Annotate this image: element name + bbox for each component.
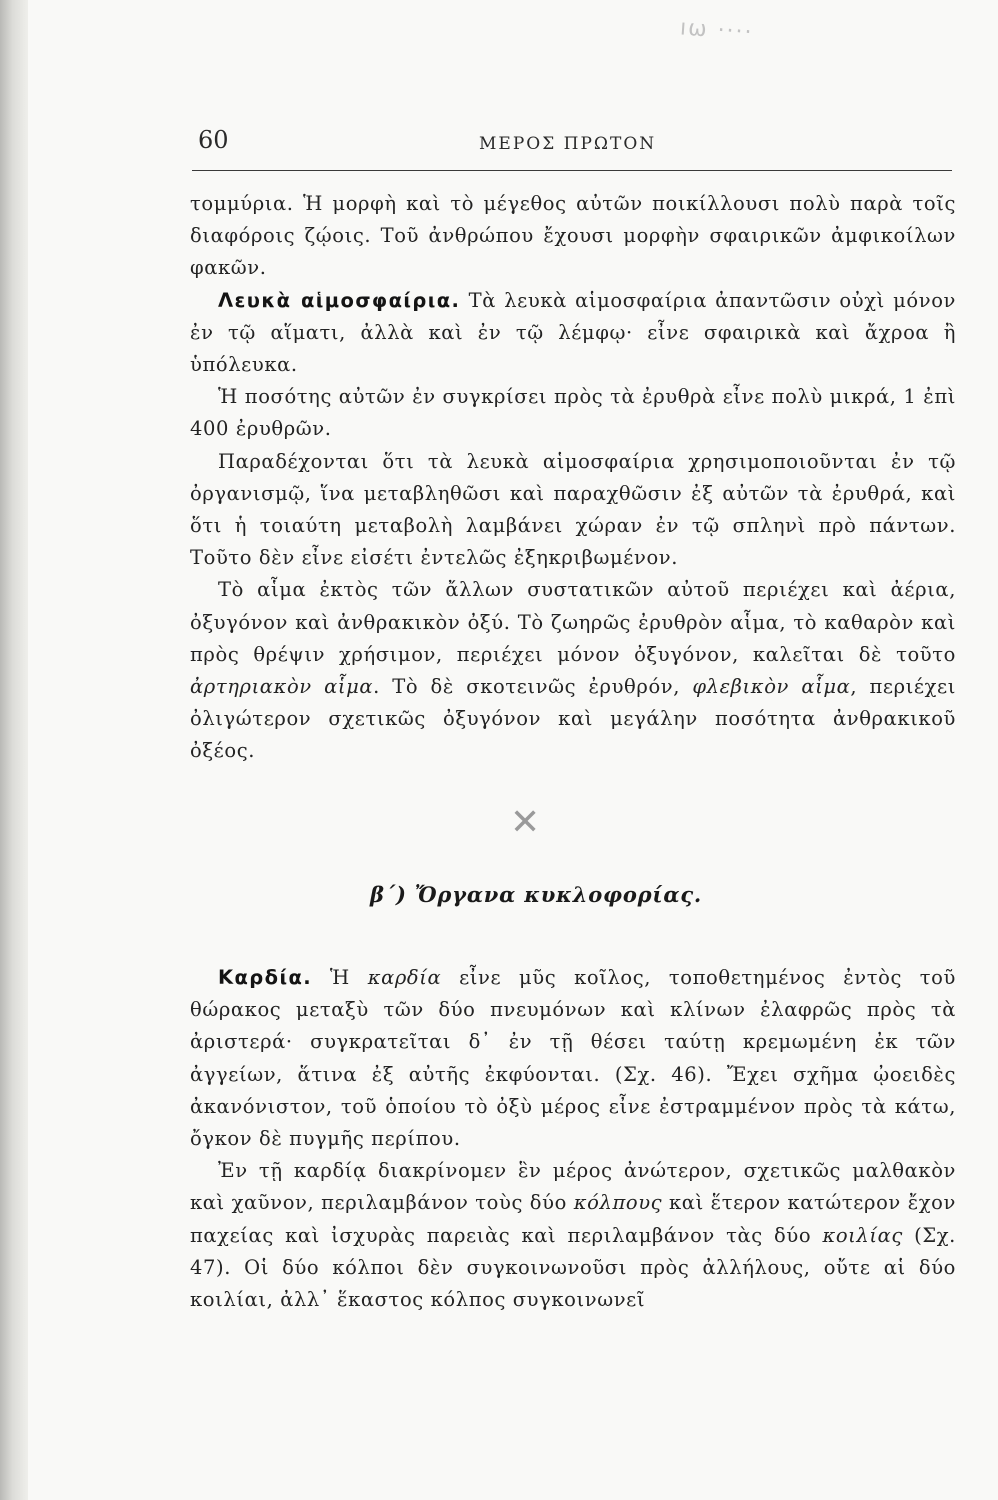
paragraph-heart [190,962,956,1155]
page-number: 60 [198,126,229,154]
paragraph-white-cells [190,285,956,382]
heading-white-cells: Λευκὰ αἱμοσφαίρια. [218,288,461,312]
header-rule [192,170,952,171]
paragraph-text: εἶνε μῦς κοῖλος, τοποθετημένος ἐντὸς τοῦ θώρακος μεταξὺ τῶν δύο πνευμόνων καὶ κλίνων ἐλαφρῶς πρὸς τὰ ἀριστερά· συγκρατεῖται δ᾽ ἐν τῇ θέσει ταύτῃ κρεμωμένη ἐκ τῶν ἀγγείων, ἅτινα ἐξ αὐτῆς ἐκφύονται. (Σχ. 46). Ἔχει σχῆμα ᾠοειδὲς ἀκανόνιστον, τοῦ ὁποίου τὸ ὀξὺ μέρος εἶνε ἐστραμμένον πρὸς τὰ κάτω, ὄγκον δὲ πυγμῆς περίπου. [190,966,956,1151]
page-header [192,120,962,170]
term-venous-blood: φλεβικὸν αἷμα [692,675,851,699]
paragraph-text: (Σχ. 47). Οἱ δύο κόλποι δὲν συγκοινωνοῦσι πρὸς ἀλλήλους, οὔτε αἱ δύο κοιλίαι, ἀλλ᾽ ἕκαστος κόλπος συγκοινωνεῖ [190,1223,956,1312]
paragraph-transformation [190,446,956,575]
paragraph-text: τομμύρια. Ἡ μορφὴ καὶ τὸ μέγεθος αὐτῶν ποικίλλουσι πολὺ παρὰ τοῖς διαφόροις ζῴοις. Τοῦ ἀνθρώπου ἔχουσι μορφὴν σφαιρικῶν ἀμφικοίλων φακῶν. [190,192,956,280]
pencil-annotation-mark: ıω ···· [679,15,755,46]
paragraph-text: . Τὸ δὲ σκοτεινῶς ἐρυθρόν, [373,675,681,699]
text-block-upper [190,188,956,768]
term-atria: κόλπους [573,1191,663,1215]
paragraph-text: καὶ ἕτερον κατώτερον ἔχον παχείας καὶ ἰσχυρὰς παρειὰς καὶ περιλαμβάνον τὰς δύο [190,1191,956,1247]
paragraph-text: Ἡ ποσότης αὐτῶν ἐν συγκρίσει πρὸς τὰ ἐρυθρὰ εἶνε πολὺ μικρά, 1 ἐπὶ 400 ἐρυθρῶν. [190,385,956,441]
paragraph-continuation [190,188,956,285]
paragraph-heart-chambers [190,1155,956,1316]
term-heart: καρδία [367,966,442,989]
paragraph-text: Τὸ αἷμα ἐκτὸς τῶν ἄλλων συστατικῶν αὐτοῦ περιέχει καὶ ἀέρια, ὀξυγόνον καὶ ἀνθρακικὸν ὀξύ. Τὸ ζωηρῶς ἐρυθρὸν αἷμα, τὸ καθαρὸν καὶ πρὸς θρέψιν χρήσιμον, περιέχει μόνον ὀξυγόνον, καλεῖται δὲ τοῦτο [190,578,956,666]
text-block-lower [190,962,956,1316]
paragraph-text: Παραδέχονται ὅτι τὰ λευκὰ αἱμοσφαίρια χρησιμοποιοῦνται ἐν τῷ ὀργανισμῷ, ἵνα μεταβληθῶσι καὶ παραχθῶσιν ἐξ αὐτῶν τὰ ἐρυθρά, καὶ ὅτι ἡ τοιαύτη μεταβολὴ λαμβάνει χώραν ἐν τῷ σπληνὶ πρὸ πάντων. Τοῦτο δὲν εἶνε εἰσέτι ἐντελῶς ἐξηκριβωμένον. [190,449,956,570]
section-title: β΄) Ὄργανα κυκλοφορίας. [370,882,703,907]
page-binding-edge [0,0,28,1500]
paragraph-ratio [190,381,956,445]
paragraph-blood-gases [190,574,956,767]
heading-heart: Καρδία. [218,966,313,989]
paragraph-text: Ἡ [329,966,350,989]
term-ventricles: κοιλίας [822,1223,903,1247]
paragraph-text: , περιέχει ὀλιγώτερον σχετικῶς ὀξυγόνον καὶ μεγάλην ποσότητα ἀνθρακικοῦ ὀξέος. [190,675,956,763]
paragraph-text: Τὰ λευκὰ αἱμοσφαίρια ἀπαντῶσιν οὐχὶ μόνον ἐν τῷ αἵματι, ἀλλὰ καὶ ἐν τῷ λέμφῳ· εἶνε σφαιρικὰ καὶ ἄχροα ἢ ὑπόλευκα. [190,288,956,377]
term-arterial-blood: ἀρτηριακὸν αἷμα [190,675,374,699]
running-title: ΜΕΡΟΣ ΠΡΩΤΟΝ [479,134,657,154]
pencil-cross-mark: ✕ [510,802,541,843]
paragraph-text: Ἐν τῇ καρδίᾳ διακρίνομεν ἓν μέρος ἀνώτερον, σχετικῶς μαλθακὸν καὶ χαῦνον, περιλαμβάνον τοὺς δύο [190,1159,956,1215]
